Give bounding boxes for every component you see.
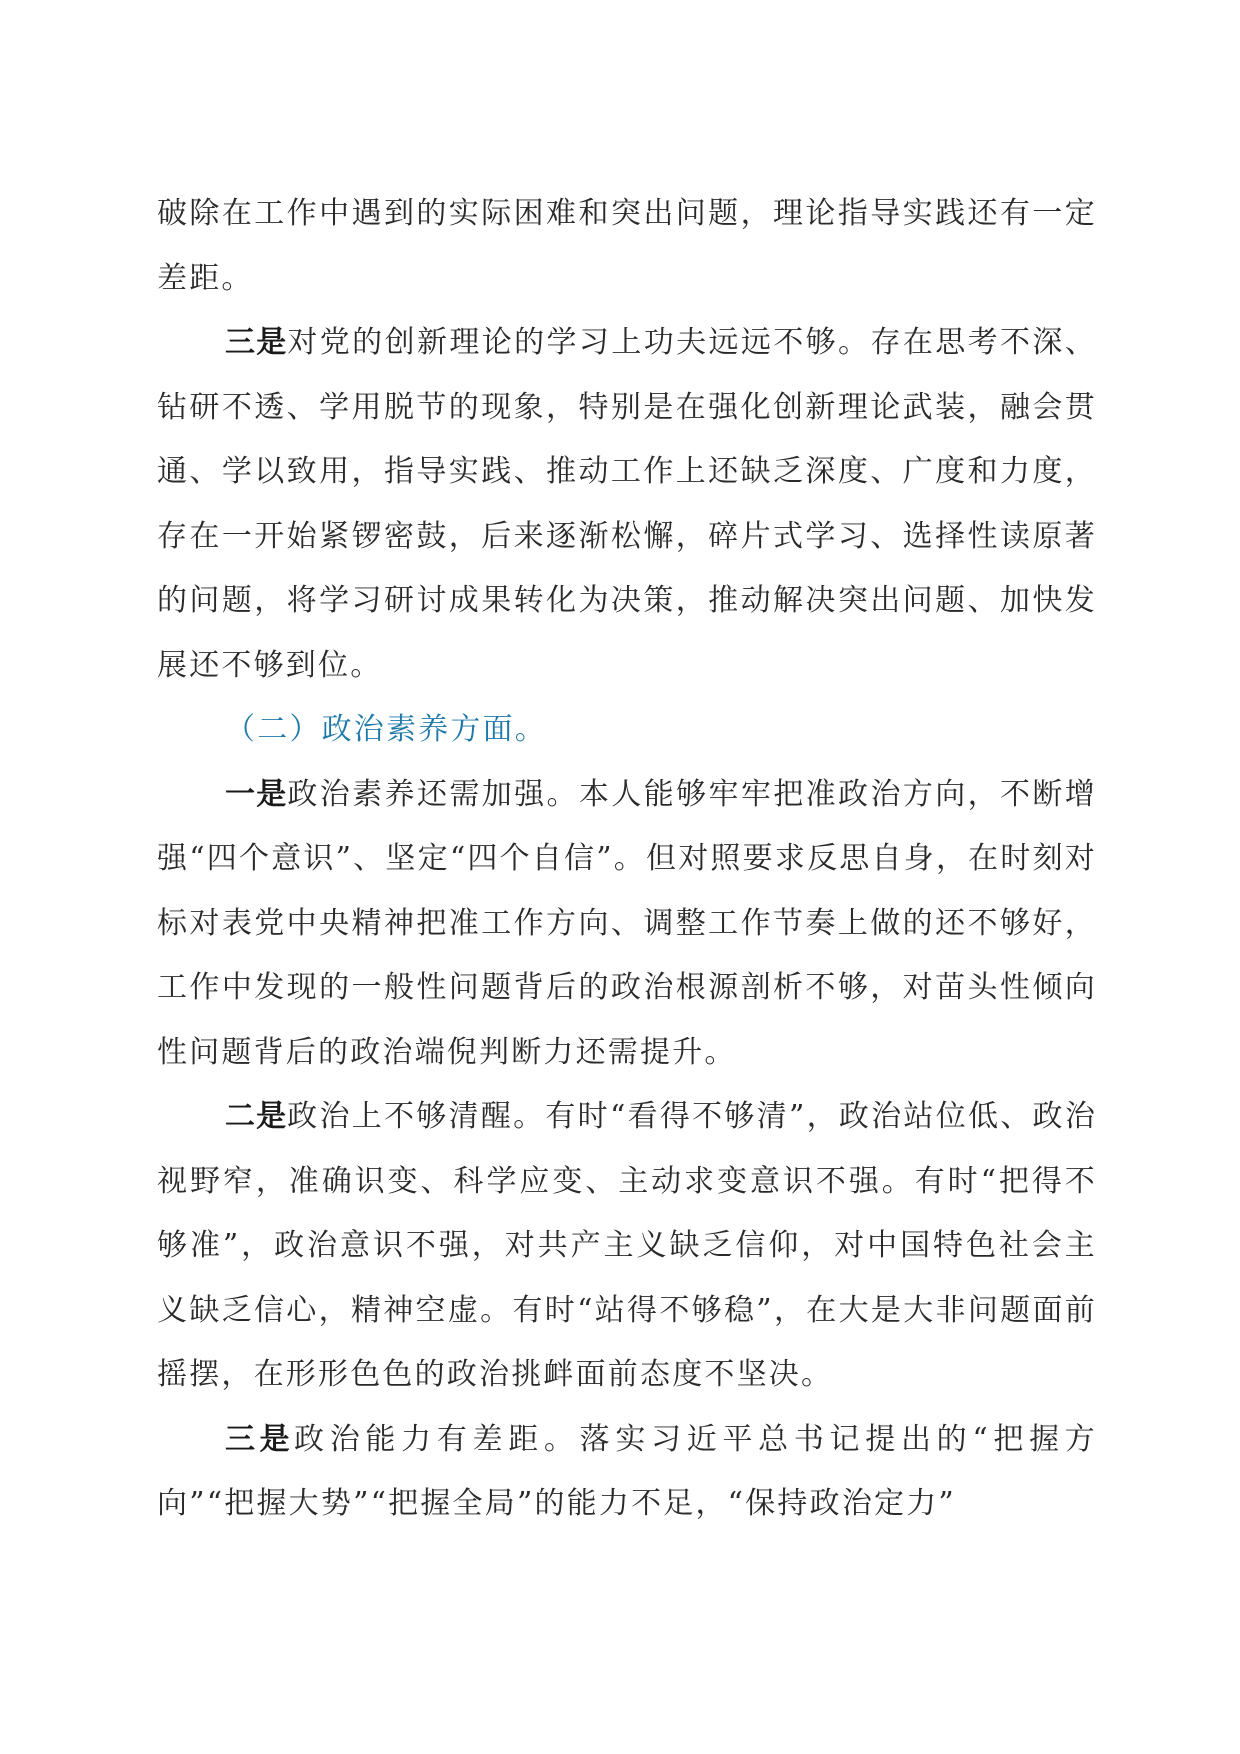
section-heading-political-quality: （二）政治素养方面。 [225, 712, 547, 747]
paragraph-text: 破除在工作中遇到的实际困难和突出问题，理论指导实践还有一定差距。 [157, 196, 1097, 296]
paragraph-point-one [157, 763, 1097, 1086]
paragraph-text: 对党的创新理论的学习上功夫远远不够。存在思考不深、钻研不透、学用脱节的现象，特别是在强化创新理论武装，融会贯通、学以致用，指导实践、推动工作上还缺乏深度、广度和力度，存在一开始紧锣密鼓，后来逐渐松懈，碎片式学习、选择性读原著的问题，将学习研讨成果转化为决策，推动解决突出问题、加快发展还不够到位。 [157, 325, 1098, 683]
paragraph-text: 政治能力有差距。落实习近平总书记提出的“把握方向”“把握大势”“把握全局”的能力不足，“保持政治定力” [157, 1421, 1098, 1521]
paragraph-lead: 一是 [225, 776, 288, 812]
paragraph-text: 政治上不够清醒。有时“看得不够清”，政治站位低、政治视野窄，准确识变、科学应变、主动求变意识不强。有时“把得不够准”，政治意识不强，对共产主义缺乏信仰，对中国特色社会主义缺乏信心，精神空虚。有时“站得不够稳”，在大是大非问题面前摇摆，在形形色色的政治挑衅面前态度不坚决。 [157, 1099, 1098, 1392]
paragraph-text: 政治素养还需加强。本人能够牢牢把准政治方向，不断增强“四个意识”、坚定“四个自信”。但对照要求反思自身，在时刻对标对表党中央精神把准工作方向、调整工作节奏上做的还不够好，工作中发现的一般性问题背后的政治根源剖析不够，对苗头性倾向性问题背后的政治端倪判断力还需提升。 [157, 776, 1098, 1070]
paragraph-lead: 三是 [225, 1421, 295, 1457]
paragraph-lead: 二是 [225, 1099, 288, 1134]
paragraph-continued [157, 182, 1097, 311]
document-body [157, 182, 1097, 1537]
paragraph-point-two [157, 1085, 1097, 1408]
paragraph-point-three-theory [157, 311, 1097, 698]
paragraph-lead: 三是 [225, 325, 288, 360]
paragraph-point-three-ability [157, 1408, 1097, 1537]
